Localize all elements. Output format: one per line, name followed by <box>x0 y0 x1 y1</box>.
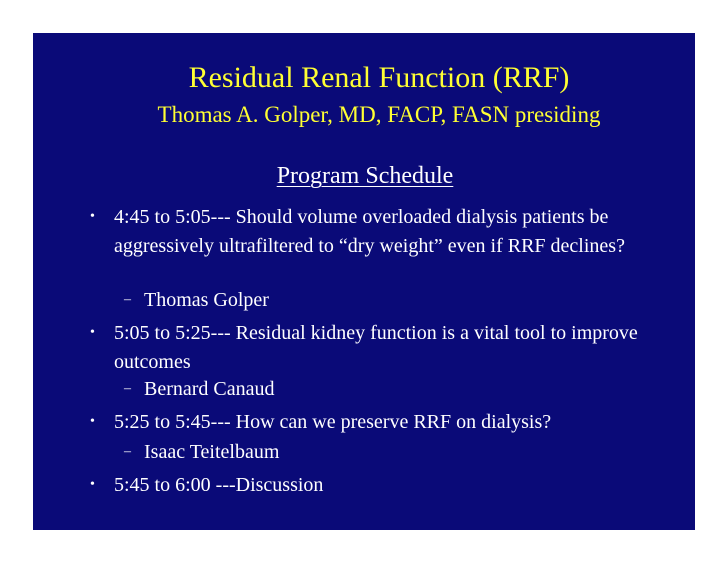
section-heading <box>34 161 696 191</box>
slide-title: Residual Renal Function (RRF) <box>188 61 570 94</box>
schedule-item-text: 4:45 to 5:05--- Should volume overloaded dialysis patients be aggressively ultrafiltered to “dry weight” even if RRF declines? <box>114 206 625 257</box>
bullet-icon: • <box>90 414 95 429</box>
slide <box>33 33 695 530</box>
dash-icon: – <box>124 444 131 459</box>
bullet-icon: • <box>90 325 95 340</box>
speaker-name: Thomas Golper <box>144 289 269 311</box>
speaker-name: Bernard Canaud <box>144 378 275 400</box>
bullet-icon: • <box>90 477 95 492</box>
schedule-item-text: 5:45 to 6:00 ---Discussion <box>114 474 324 496</box>
dash-icon: – <box>124 381 131 396</box>
schedule-item-text: 5:05 to 5:25--- Residual kidney function is a vital tool to improve outcomes <box>114 322 638 373</box>
schedule-item-text: 5:25 to 5:45--- How can we preserve RRF on dialysis? <box>114 411 552 433</box>
slide-subtitle: Thomas A. Golper, MD, FACP, FASN presiding <box>157 102 601 127</box>
speaker-name: Isaac Teitelbaum <box>144 441 280 463</box>
section-heading-text: Program Schedule <box>276 163 454 189</box>
dash-icon: – <box>124 292 131 307</box>
bullet-icon: • <box>90 209 95 224</box>
